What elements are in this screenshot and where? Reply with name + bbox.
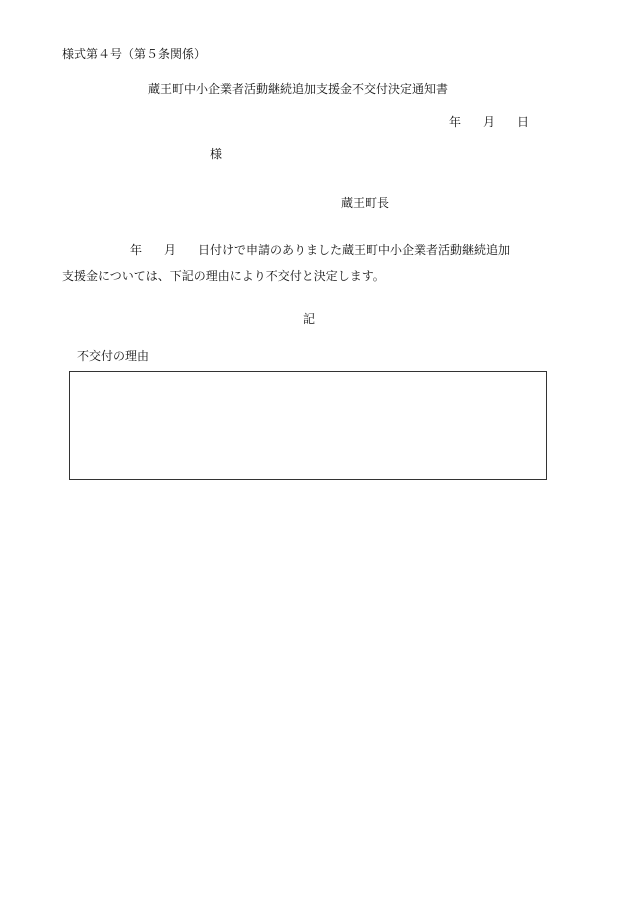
document-title: 蔵王町中小企業者活動継続追加支援金不交付決定通知書 [148, 82, 449, 96]
body-month-label: 月 [164, 243, 177, 257]
record-heading: 記 [303, 312, 316, 326]
date-month-label: 月 [483, 115, 496, 129]
reason-box [69, 371, 547, 480]
body-line-2: 支援金については、下記の理由により不交付と決定します。 [62, 269, 385, 283]
addressee-honorific: 様 [210, 147, 223, 161]
body-line-1-text: 日付けで申請のありました蔵王町中小企業者活動継続追加 [198, 243, 511, 257]
body-year-label: 年 [130, 243, 143, 257]
reason-label: 不交付の理由 [77, 349, 150, 363]
body-line-1 [130, 242, 510, 258]
date-year-label: 年 [449, 115, 462, 129]
issuer-name: 蔵王町長 [341, 196, 390, 210]
form-number: 様式第４号（第５条関係） [62, 47, 207, 61]
date-day-label: 日 [517, 115, 530, 129]
date-line [449, 114, 529, 130]
